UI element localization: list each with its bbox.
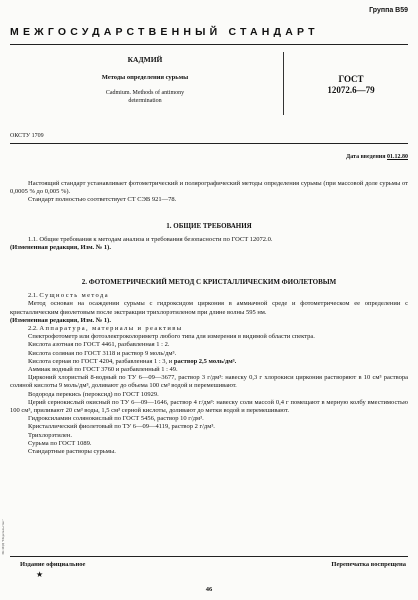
- reagent-item: Кристаллический фиолетовый по ТУ 6—09—4119, раствор 2 г/дм³.: [28, 423, 215, 431]
- reagent-item: Кислота соляная по ГОСТ 3118 и раствор 9 моль/дм³.: [28, 349, 177, 357]
- section-2: [10, 278, 408, 456]
- title-block: [10, 55, 280, 105]
- sulfuric-prefix: Кислота серная по ГОСТ 4204, разбавленная 1 : 3, и: [28, 357, 174, 365]
- s22-title: [10, 325, 408, 333]
- intro-paragraph: Настоящий стандарт устанавливает фотометрический и полярографический методы определения сурьмы (при массовой доле сурьмы от 0,0005 % до 0,005 %).: [10, 180, 408, 196]
- section-1-text: 1.1. Общие требования к методам анализа и требования безопасности по ГОСТ 12072.0.: [28, 236, 273, 244]
- title-en: [10, 89, 280, 105]
- official-edition: Издание официальное: [20, 561, 86, 568]
- section-1: [10, 222, 408, 253]
- okstu-rule: [10, 143, 408, 144]
- reagent-item: Стандартные растворы сурьмы.: [28, 448, 116, 456]
- group-code: Группа В59: [369, 7, 408, 14]
- reagent-item: Трихлорэтилен.: [28, 431, 72, 439]
- title-sub: Методы определения сурьмы: [101, 74, 189, 81]
- section-1-edit: (Измененная редакция, Изм. № 1).: [10, 244, 111, 252]
- reagent-item: Спектрофотометр или фотоэлектроколориметр любого типа для измерения в видимой области спектра.: [28, 333, 315, 341]
- s22-number: 2.2.: [28, 325, 38, 333]
- standard-banner: МЕЖГОСУДАРСТВЕННЫЙ СТАНДАРТ: [10, 26, 319, 38]
- reagent-item: Водорода перекись (пероксид) по ГОСТ 10929.: [28, 390, 159, 398]
- publisher-margin-mark: ЭК ИЗД "Издательство": [1, 519, 5, 555]
- footer-rule: [10, 556, 408, 557]
- title-divider: [283, 52, 284, 115]
- reagent-item: Аммиак водный по ГОСТ 3760 и разбавленный 1 : 49.: [28, 366, 178, 374]
- s21-title: [10, 292, 408, 300]
- reagent-item: Кислота азотная по ГОСТ 4461, разбавленная 1 : 2.: [28, 341, 170, 349]
- gost-label: ГОСТ: [338, 74, 364, 84]
- intro: [10, 180, 408, 205]
- date-value: 01.12.80: [387, 154, 408, 160]
- title-en-line2: determination: [128, 98, 162, 104]
- s21-title-text: Сущность метода: [39, 292, 110, 300]
- reagent-item: Гидроксиламин солянокислый по ГОСТ 5456, раствор 10 г/дм³.: [28, 415, 204, 423]
- reagent-item-sulfuric: [10, 358, 408, 366]
- star-icon: ★: [36, 570, 44, 579]
- header-rule: [10, 44, 408, 45]
- page-number: 46: [205, 586, 213, 593]
- gost-number: [296, 74, 406, 96]
- section-2-heading: 2. ФОТОМЕТРИЧЕСКИЙ МЕТОД С КРИСТАЛЛИЧЕСКИМ ФИОЛЕТОВЫМ: [81, 278, 337, 286]
- reprint-forbidden: Перепечатка воспрещена: [331, 561, 406, 568]
- s21-text: Метод основан на осаждении сурьмы с гидроксидом циркония в аммиачной среде и фотометрическом ее определении с кристаллическим фиолетовым после экстракции трихлорэтиленом при длине волны 595 нм.: [10, 300, 408, 316]
- s22-title-text: Аппаратура, материалы и реактивы: [39, 325, 183, 333]
- s21-number: 2.1.: [28, 292, 38, 300]
- date-label: Дата введения: [346, 154, 386, 160]
- reagent-item: Сурьма по ГОСТ 1089.: [28, 439, 92, 447]
- gost-code: 12072.6—79: [327, 85, 375, 95]
- sulfuric-bold: раствор 2,5 моль/дм³.: [173, 357, 237, 365]
- reagent-item: Цирконий хлористый 8-водный по ТУ 6—09—3677, раствор 3 г/дм³: навеску 0,3 г хлорокиси циркония растворяют в 10 см³ раствора соляной кислоты 9 моль/дм³, доливают до объема 100 см³ водой и перемешивают.: [10, 374, 408, 390]
- okstu-code: ОКСТУ 1709: [10, 133, 44, 139]
- reagent-item: Церий сернокислый окисный по ТУ 6—09—1646, раствор 4 г/дм³: навеску соли массой 0,4 г помещают в мерную колбу вместимостью 100 см³, приливают 20 см³ воды, 1,5 см³ серной кислоты, доливают до метки водой и перемешивают.: [10, 398, 408, 415]
- intro-compliance: Стандарт полностью соответствует СТ СЭВ 921—78.: [28, 196, 177, 204]
- title-main: КАДМИЙ: [127, 55, 163, 64]
- s21-edit: (Измененная редакция, Изм. № 1).: [10, 316, 111, 324]
- section-1-heading: 1. ОБЩИЕ ТРЕБОВАНИЯ: [166, 222, 252, 230]
- title-en-line1: Cadmium. Methods of antimony: [105, 90, 185, 96]
- introduction-date: [346, 154, 408, 160]
